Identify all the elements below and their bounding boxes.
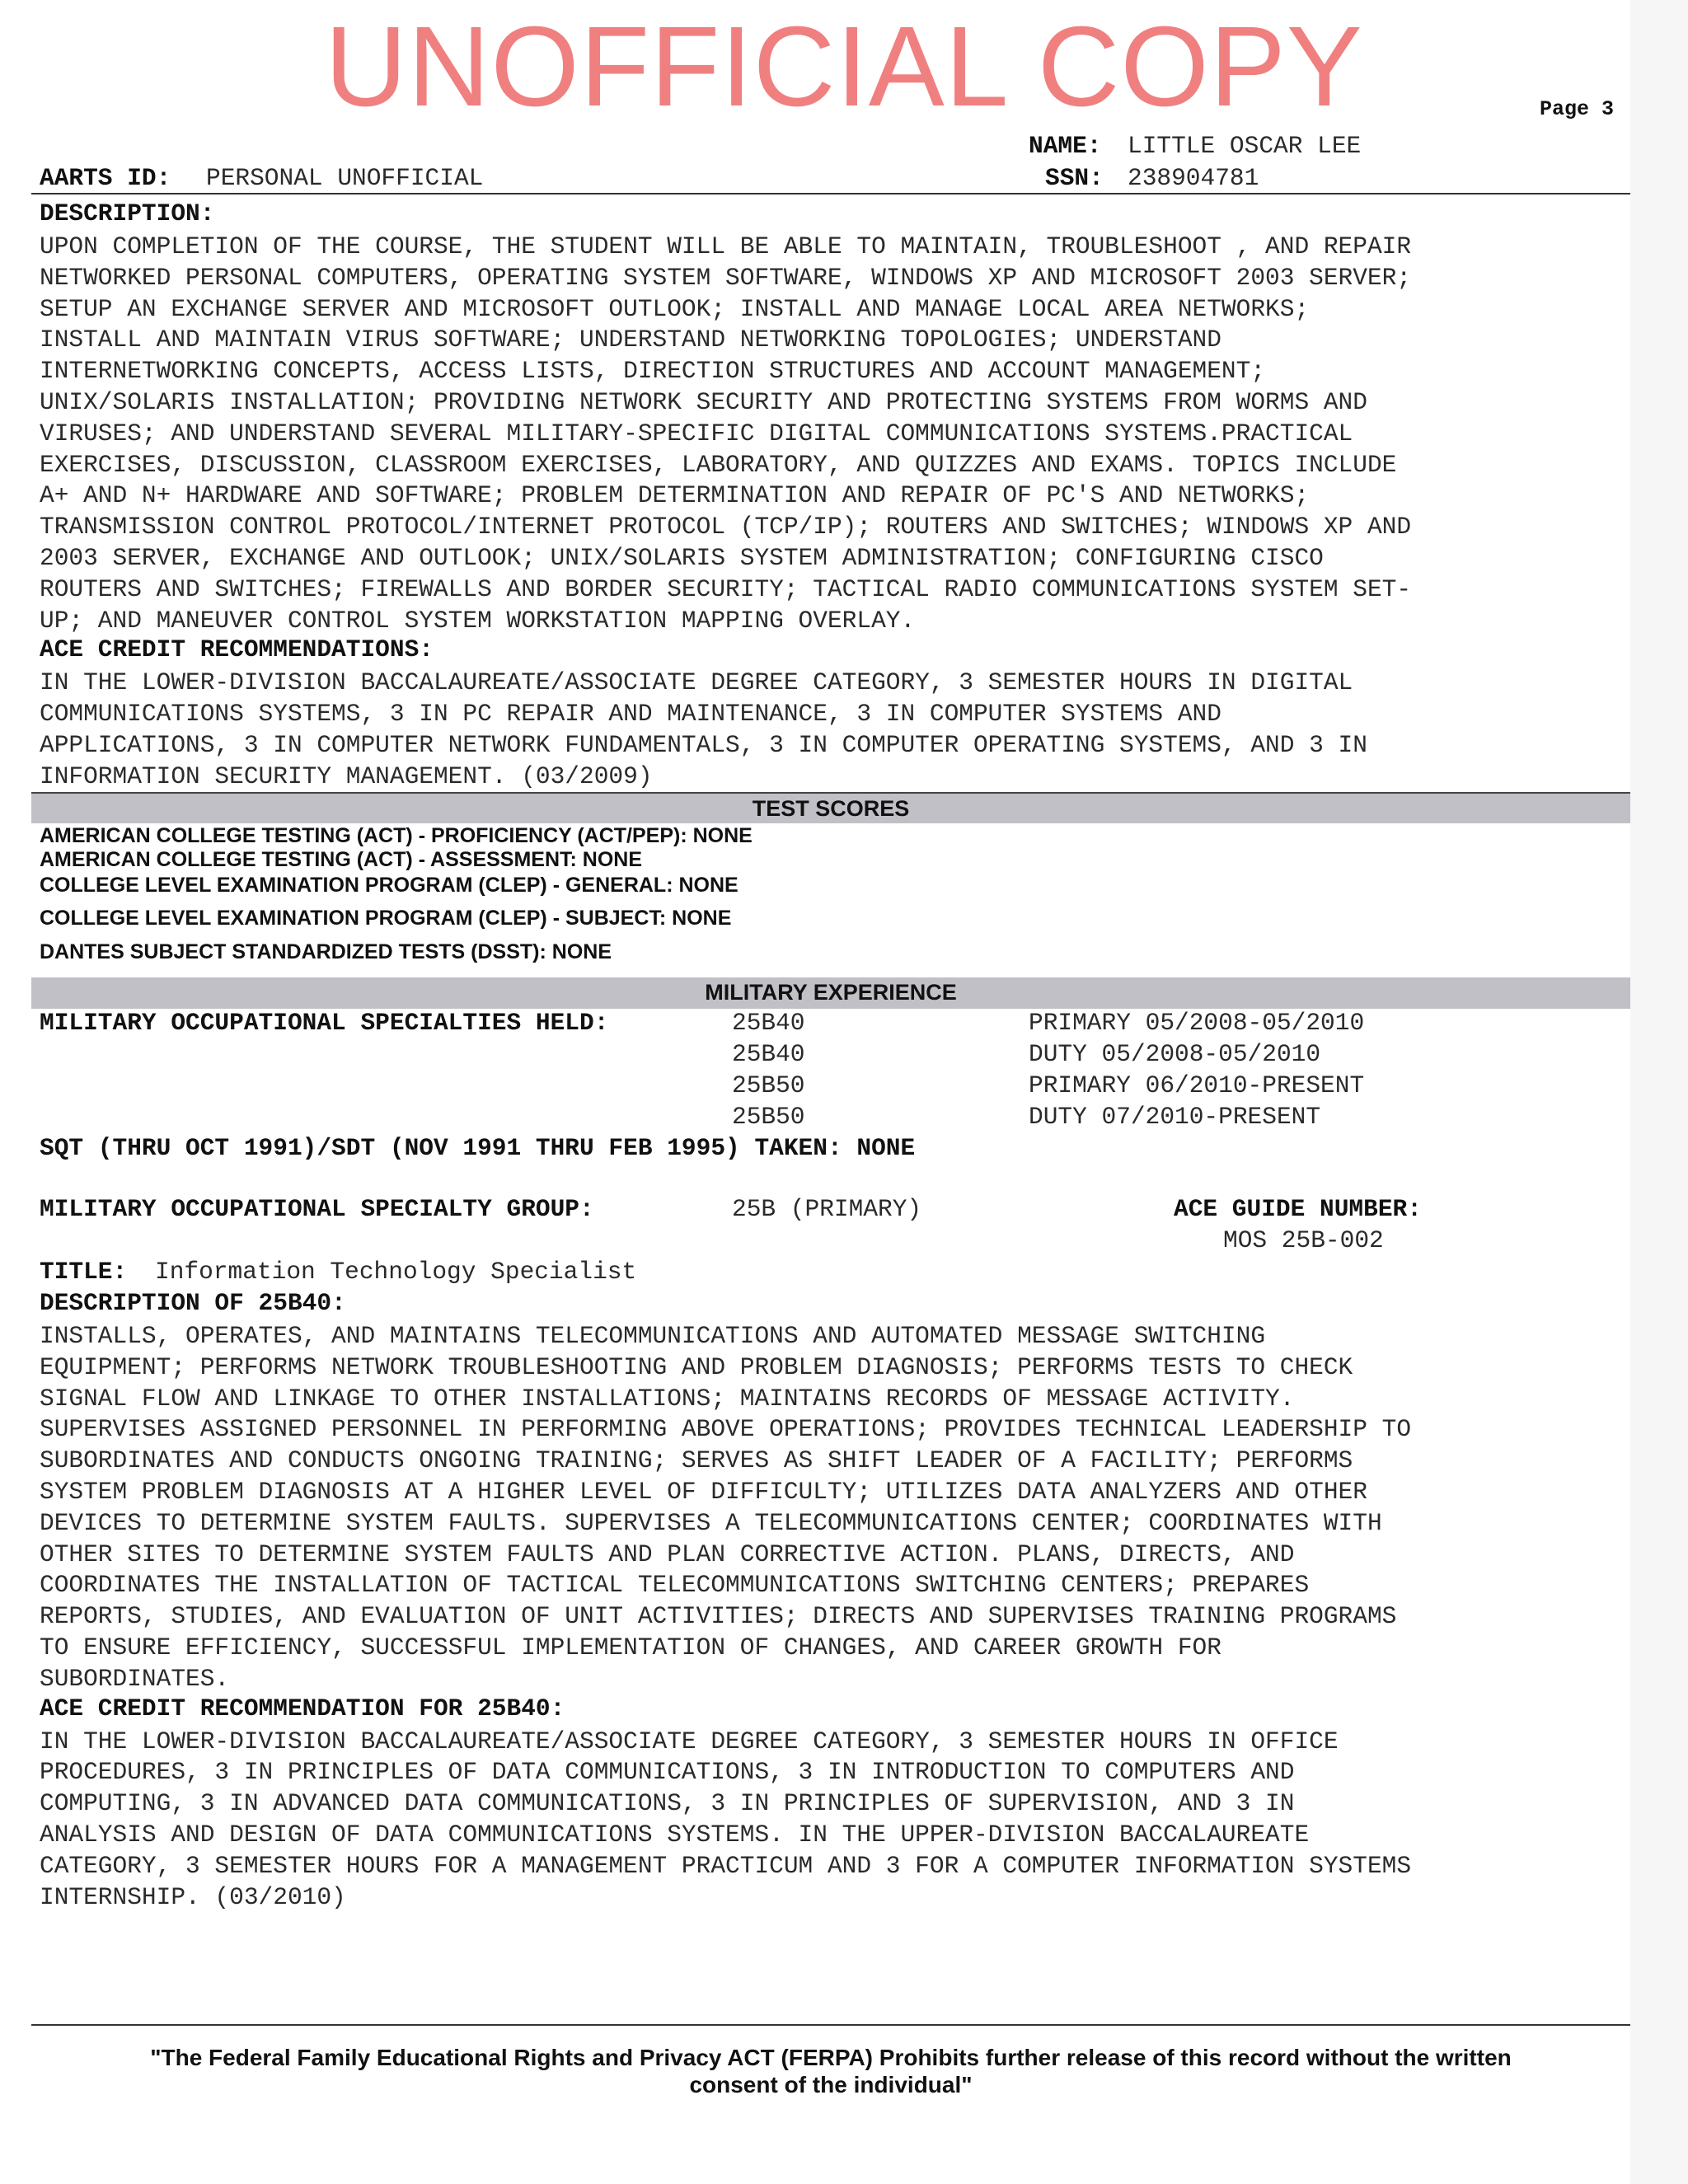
mos-description-label: DESCRIPTION OF 25B40: [40, 1289, 346, 1317]
test-score-line: DANTES SUBJECT STANDARDIZED TESTS (DSST): NONE [40, 940, 612, 963]
mos-description-line: TO ENSURE EFFICIENCY, SUCCESSFUL IMPLEMENTATION OF CHANGES, AND CAREER GROWTH FOR [40, 1633, 1221, 1661]
description-line: UPON COMPLETION OF THE COURSE, THE STUDENT WILL BE ABLE TO MAINTAIN, TROUBLESHOOT , AND REPAIR [40, 232, 1412, 260]
test-score-line: COLLEGE LEVEL EXAMINATION PROGRAM (CLEP) - SUBJECT: NONE [40, 907, 732, 930]
ace-credit-line: IN THE LOWER-DIVISION BACCALAUREATE/ASSOCIATE DEGREE CATEGORY, 3 SEMESTER HOURS IN DIGITAL [40, 668, 1353, 697]
mos-ace-credit-label: ACE CREDIT RECOMMENDATION FOR 25B40: [40, 1694, 565, 1722]
mos-description-line: SYSTEM PROBLEM DIAGNOSIS AT A HIGHER LEVEL OF DIFFICULTY; UTILIZES DATA ANALYZERS AND OTHER [40, 1478, 1367, 1506]
test-score-line: AMERICAN COLLEGE TESTING (ACT) - ASSESSMENT: NONE [40, 848, 643, 871]
ace-credit-label: ACE CREDIT RECOMMENDATIONS: [40, 635, 434, 664]
aarts-id-label: AARTS ID: [40, 164, 171, 192]
sqt-line: SQT (THRU OCT 1991)/SDT (NOV 1991 THRU FEB 1995) TAKEN: NONE [40, 1134, 916, 1162]
description-line: A+ AND N+ HARDWARE AND SOFTWARE; PROBLEM DETERMINATION AND REPAIR OF PC'S AND NETWORKS; [40, 481, 1310, 510]
description-line: SETUP AN EXCHANGE SERVER AND MICROSOFT OUTLOOK; INSTALL AND MANAGE LOCAL AREA NETWORKS; [40, 294, 1310, 323]
mos-code: 25B40 [732, 1040, 805, 1068]
mos-description-line: SUBORDINATES AND CONDUCTS ONGOING TRAINING; SERVES AS SHIFT LEADER OF A FACILITY; PERFORMS [40, 1446, 1353, 1475]
mos-description-line: DEVICES TO DETERMINE SYSTEM FAULTS. SUPERVISES A TELECOMMUNICATIONS CENTER; COORDINATES WITH [40, 1508, 1382, 1537]
mos-group-value: 25B (PRIMARY) [732, 1195, 922, 1223]
ferpa-notice [31, 2044, 1630, 2098]
ferpa-notice-line-1: "The Federal Family Educational Rights and Privacy ACT (FERPA) Prohibits further release of this record without the written [150, 2045, 1512, 2070]
aarts-id-value: PERSONAL UNOFFICIAL [206, 164, 484, 192]
ace-credit-line: APPLICATIONS, 3 IN COMPUTER NETWORK FUNDAMENTALS, 3 IN COMPUTER OPERATING SYSTEMS, AND 3 IN [40, 731, 1367, 759]
mos-description-line: INSTALLS, OPERATES, AND MAINTAINS TELECOMMUNICATIONS AND AUTOMATED MESSAGE SWITCHING [40, 1322, 1266, 1350]
page-number: Page 3 [1540, 97, 1615, 121]
mos-detail: DUTY 05/2008-05/2010 [1029, 1040, 1321, 1068]
description-line: 2003 SERVER, EXCHANGE AND OUTLOOK; UNIX/SOLARIS SYSTEM ADMINISTRATION; CONFIGURING CISCO [40, 544, 1324, 572]
ace-guide-value: MOS 25B-002 [1223, 1226, 1384, 1254]
ferpa-notice-line-2: consent of the individual" [689, 2072, 973, 2097]
ssn-value: 238904781 [1128, 164, 1259, 192]
mos-ace-credit-line: IN THE LOWER-DIVISION BACCALAUREATE/ASSOCIATE DEGREE CATEGORY, 3 SEMESTER HOURS IN OFFICE [40, 1727, 1339, 1755]
mos-code: 25B40 [732, 1009, 805, 1037]
title-value: Information Technology Specialist [155, 1258, 637, 1286]
mos-group-label: MILITARY OCCUPATIONAL SPECIALTY GROUP: [40, 1195, 594, 1223]
description-label: DESCRIPTION: [40, 199, 215, 227]
mos-description-line: OTHER SITES TO DETERMINE SYSTEM FAULTS AND PLAN CORRECTIVE ACTION. PLANS, DIRECTS, AND [40, 1540, 1295, 1568]
description-line: ROUTERS AND SWITCHES; FIREWALLS AND BORDER SECURITY; TACTICAL RADIO COMMUNICATIONS SYSTEM SET- [40, 574, 1412, 603]
mos-description-line: SUPERVISES ASSIGNED PERSONNEL IN PERFORMING ABOVE OPERATIONS; PROVIDES TECHNICAL LEADERSHIP TO [40, 1415, 1412, 1444]
test-score-line: COLLEGE LEVEL EXAMINATION PROGRAM (CLEP) - GENERAL: NONE [40, 874, 738, 897]
description-line: UP; AND MANEUVER CONTROL SYSTEM WORKSTATION MAPPING OVERLAY. [40, 606, 916, 635]
ace-guide-label: ACE GUIDE NUMBER: [1174, 1195, 1422, 1223]
mos-ace-credit-line: CATEGORY, 3 SEMESTER HOURS FOR A MANAGEMENT PRACTICUM AND 3 FOR A COMPUTER INFORMATION SYSTEMS [40, 1851, 1412, 1880]
description-line: UNIX/SOLARIS INSTALLATION; PROVIDING NETWORK SECURITY AND PROTECTING SYSTEMS FROM WORMS AND [40, 388, 1367, 416]
page-right-margin [1630, 0, 1688, 2184]
mos-ace-credit-line: INTERNSHIP. (03/2010) [40, 1882, 346, 1911]
ace-credit-line: INFORMATION SECURITY MANAGEMENT. (03/2009) [40, 762, 653, 790]
mos-held-label: MILITARY OCCUPATIONAL SPECIALTIES HELD: [40, 1009, 609, 1037]
military-experience-header: MILITARY EXPERIENCE [31, 977, 1630, 1009]
test-score-line: AMERICAN COLLEGE TESTING (ACT) - PROFICIENCY (ACT/PEP): NONE [40, 824, 753, 847]
description-line: TRANSMISSION CONTROL PROTOCOL/INTERNET PROTOCOL (TCP/IP); ROUTERS AND SWITCHES; WINDOWS XP AND [40, 513, 1412, 541]
mos-code: 25B50 [732, 1071, 805, 1099]
description-line: NETWORKED PERSONAL COMPUTERS, OPERATING SYSTEM SOFTWARE, WINDOWS XP AND MICROSOFT 2003 SERVER; [40, 263, 1412, 292]
mos-description-line: COORDINATES THE INSTALLATION OF TACTICAL TELECOMMUNICATIONS SWITCHING CENTERS; PREPARES [40, 1571, 1310, 1600]
mos-description-line: SUBORDINATES. [40, 1664, 230, 1693]
mos-detail: PRIMARY 06/2010-PRESENT [1029, 1071, 1365, 1099]
mos-description-line: EQUIPMENT; PERFORMS NETWORK TROUBLESHOOTING AND PROBLEM DIAGNOSIS; PERFORMS TESTS TO CHECK [40, 1352, 1353, 1381]
ssn-label: SSN: [1045, 164, 1104, 192]
unofficial-copy-watermark: UNOFFICIAL COPY [325, 3, 1363, 130]
mos-ace-credit-line: COMPUTING, 3 IN ADVANCED DATA COMMUNICATIONS, 3 IN PRINCIPLES OF SUPERVISION, AND 3 IN [40, 1789, 1295, 1818]
description-line: EXERCISES, DISCUSSION, CLASSROOM EXERCISES, LABORATORY, AND QUIZZES AND EXAMS. TOPICS INCLUDE [40, 450, 1397, 479]
test-scores-header: TEST SCORES [31, 792, 1630, 823]
description-line: INTERNETWORKING CONCEPTS, ACCESS LISTS, DIRECTION STRUCTURES AND ACCOUNT MANAGEMENT; [40, 357, 1266, 386]
mos-ace-credit-line: ANALYSIS AND DESIGN OF DATA COMMUNICATIONS SYSTEMS. IN THE UPPER-DIVISION BACCALAUREATE [40, 1821, 1310, 1849]
description-line: INSTALL AND MAINTAIN VIRUS SOFTWARE; UNDERSTAND NETWORKING TOPOLOGIES; UNDERSTAND [40, 326, 1221, 354]
mos-description-line: SIGNAL FLOW AND LINKAGE TO OTHER INSTALLATIONS; MAINTAINS RECORDS OF MESSAGE ACTIVITY. [40, 1384, 1295, 1413]
description-line: VIRUSES; AND UNDERSTAND SEVERAL MILITARY-SPECIFIC DIGITAL COMMUNICATIONS SYSTEMS.PRACTICAL [40, 419, 1353, 448]
mos-ace-credit-line: PROCEDURES, 3 IN PRINCIPLES OF DATA COMMUNICATIONS, 3 IN INTRODUCTION TO COMPUTERS AND [40, 1758, 1295, 1787]
mos-detail: DUTY 07/2010-PRESENT [1029, 1103, 1321, 1131]
mos-description-line: REPORTS, STUDIES, AND EVALUATION OF UNIT ACTIVITIES; DIRECTS AND SUPERVISES TRAINING PROGRAMS [40, 1602, 1397, 1631]
header-divider [31, 193, 1630, 194]
mos-code: 25B50 [732, 1103, 805, 1131]
mos-detail: PRIMARY 05/2008-05/2010 [1029, 1009, 1365, 1037]
footer-divider [31, 2024, 1630, 2026]
ace-credit-line: COMMUNICATIONS SYSTEMS, 3 IN PC REPAIR AND MAINTENANCE, 3 IN COMPUTER SYSTEMS AND [40, 700, 1221, 729]
name-value: LITTLE OSCAR LEE [1128, 132, 1362, 160]
name-label: NAME: [1029, 132, 1102, 160]
title-label: TITLE: [40, 1258, 128, 1286]
